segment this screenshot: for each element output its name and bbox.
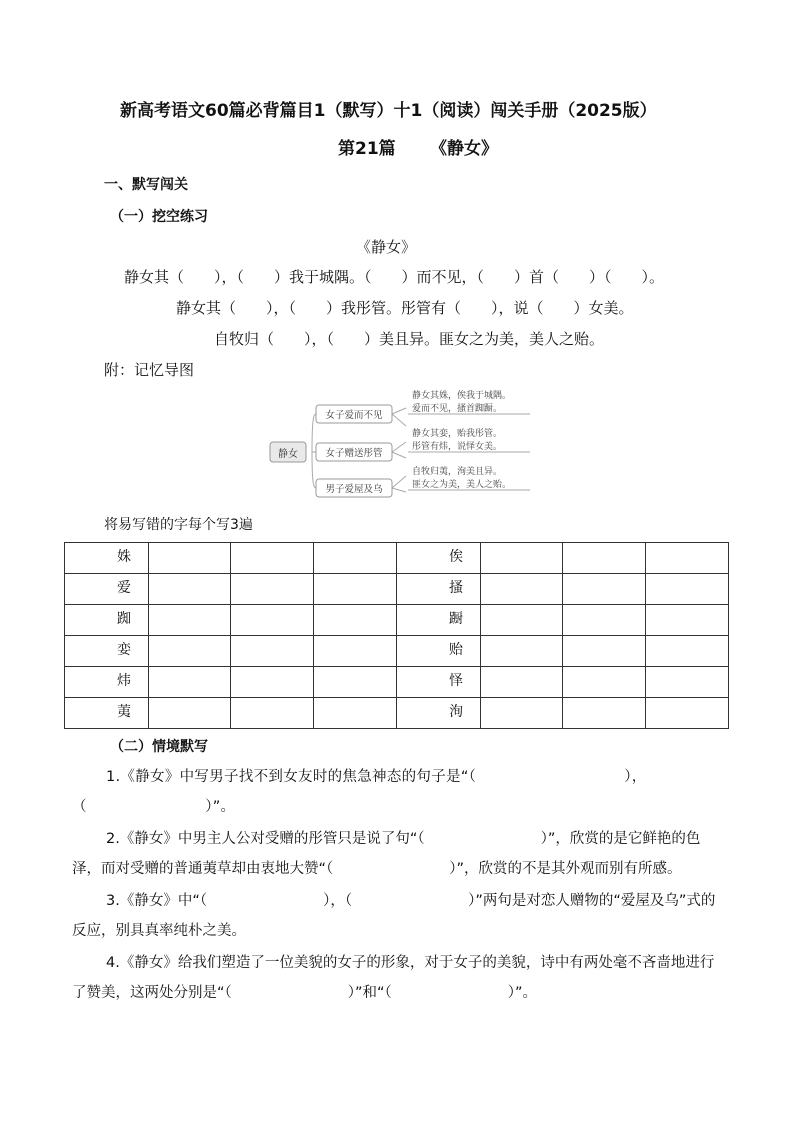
mindmap-leaf-text: 自牧归荑，洵美且异。 [412, 467, 503, 477]
writing-cell[interactable] [231, 543, 314, 574]
table-row [65, 636, 729, 667]
table-row [65, 698, 729, 729]
question-4: 4.《静女》给我们塑造了一位美貌的女子的形象，对于女子的美貌，诗中有两处毫不吝啬地进行了赞美，这两处分别是“（ ）”和“（ ）”。 [72, 955, 715, 1001]
practice-character: 炜 [65, 667, 149, 698]
writing-cell[interactable] [480, 636, 563, 667]
table-row [65, 574, 729, 605]
writing-cell[interactable] [563, 605, 646, 636]
practice-character: 蹰 [396, 605, 480, 636]
section-heading-context: （二）情境默写 [110, 739, 208, 755]
poem-line-3: 自牧归（ ），（ ）美且异。匪女之为美，美人之贻。 [214, 330, 605, 348]
writing-cell[interactable] [314, 543, 397, 574]
poem-line-2: 静女其（ ），（ ）我彤管。彤管有（ ），说（ ）女美。 [176, 299, 634, 317]
practice-character: 姝 [65, 543, 149, 574]
writing-cell[interactable] [480, 698, 563, 729]
writing-cell[interactable] [231, 636, 314, 667]
writing-cell[interactable] [231, 667, 314, 698]
mindmap-leaf-text: 匪女之为美，美人之贻。 [412, 480, 512, 490]
writing-cell[interactable] [646, 574, 729, 605]
practice-character: 爱 [65, 574, 149, 605]
practice-character: 娈 [65, 636, 149, 667]
writing-cell[interactable] [480, 543, 563, 574]
writing-cell[interactable] [563, 636, 646, 667]
poem-line-1: 静女其（ ），（ ）我于城隅。（ ）而不见，（ ）首（ ）（ ）。 [124, 268, 665, 286]
mindmap-center-label: 静女 [278, 449, 298, 460]
poem-title: 《静女》 [356, 238, 417, 256]
writing-cell[interactable] [148, 605, 231, 636]
writing-cell[interactable] [646, 543, 729, 574]
writing-cell[interactable] [231, 605, 314, 636]
writing-cell[interactable] [646, 636, 729, 667]
section-heading-dictation: 一、默写闯关 [104, 177, 188, 193]
writing-cell[interactable] [231, 574, 314, 605]
practice-character: 搔 [396, 574, 480, 605]
practice-character: 踟 [65, 605, 149, 636]
subtitle-number: 第21篇 [338, 139, 396, 159]
practice-character: 怿 [396, 667, 480, 698]
writing-cell[interactable] [563, 574, 646, 605]
mindmap-leaf-text: 彤管有炜，说怿女美。 [412, 442, 503, 452]
subtitle-name: 《静女》 [430, 139, 498, 159]
writing-cell[interactable] [563, 698, 646, 729]
writing-cell[interactable] [646, 605, 729, 636]
mindmap-leaf-text: 静女其娈，贻我彤管。 [412, 429, 503, 439]
mindmap-branch-label-3: 男子爱屋及乌 [325, 484, 383, 495]
writing-cell[interactable] [314, 667, 397, 698]
writing-cell[interactable] [148, 574, 231, 605]
mindmap-branch-label-2: 女子赠送彤管 [325, 448, 383, 459]
question-2: 2.《静女》中男主人公对受赠的彤管只是说了句“（ ）”，欣赏的是它鲜艳的色泽，而对受赠的普通荑草却由衷地大赞“（ ）”，欣赏的不是其外观而别有所感。 [72, 831, 701, 877]
practice-character: 荑 [65, 698, 149, 729]
table-row [65, 605, 729, 636]
appendix-label: 附：记忆导图 [104, 361, 195, 379]
question-3: 3.《静女》中“（ ），（ ）”两句是对恋人赠物的“爱屋及乌”式的反应，别具真率纯朴之美。 [72, 893, 716, 939]
practice-character: 贻 [396, 636, 480, 667]
writing-cell[interactable] [480, 574, 563, 605]
character-practice-table [64, 542, 729, 729]
writing-cell[interactable] [646, 698, 729, 729]
subsection-fill-blanks: （一）挖空练习 [110, 209, 208, 225]
writing-cell[interactable] [314, 698, 397, 729]
writing-cell[interactable] [563, 667, 646, 698]
mindmap-branch-label-1: 女子爱而不见 [325, 410, 383, 421]
practice-instruction: 将易写错的字每个写3遍 [104, 517, 253, 533]
memory-mind-map [268, 386, 536, 498]
mindmap-leaf-text: 静女其姝，俟我于城隅。 [412, 391, 512, 401]
practice-character: 俟 [396, 543, 480, 574]
writing-cell[interactable] [148, 698, 231, 729]
writing-cell[interactable] [148, 667, 231, 698]
writing-cell[interactable] [148, 543, 231, 574]
writing-cell[interactable] [148, 636, 231, 667]
page-title: 新高考语文60篇必背篇目1（默写）十1（阅读）闯关手册（2025版） [120, 101, 657, 121]
writing-cell[interactable] [314, 605, 397, 636]
writing-cell[interactable] [480, 667, 563, 698]
question-1: 1.《静女》中写男子找不到女友时的焦急神态的句子是“（ ），（ ）”。 [72, 769, 647, 815]
writing-cell[interactable] [314, 574, 397, 605]
table-row [65, 667, 729, 698]
writing-cell[interactable] [231, 698, 314, 729]
writing-cell[interactable] [646, 667, 729, 698]
mindmap-leaf-text: 爱而不见，搔首踟蹰。 [412, 404, 503, 414]
writing-cell[interactable] [480, 605, 563, 636]
table-row [65, 543, 729, 574]
writing-cell[interactable] [563, 543, 646, 574]
writing-cell[interactable] [314, 636, 397, 667]
practice-character: 洵 [396, 698, 480, 729]
